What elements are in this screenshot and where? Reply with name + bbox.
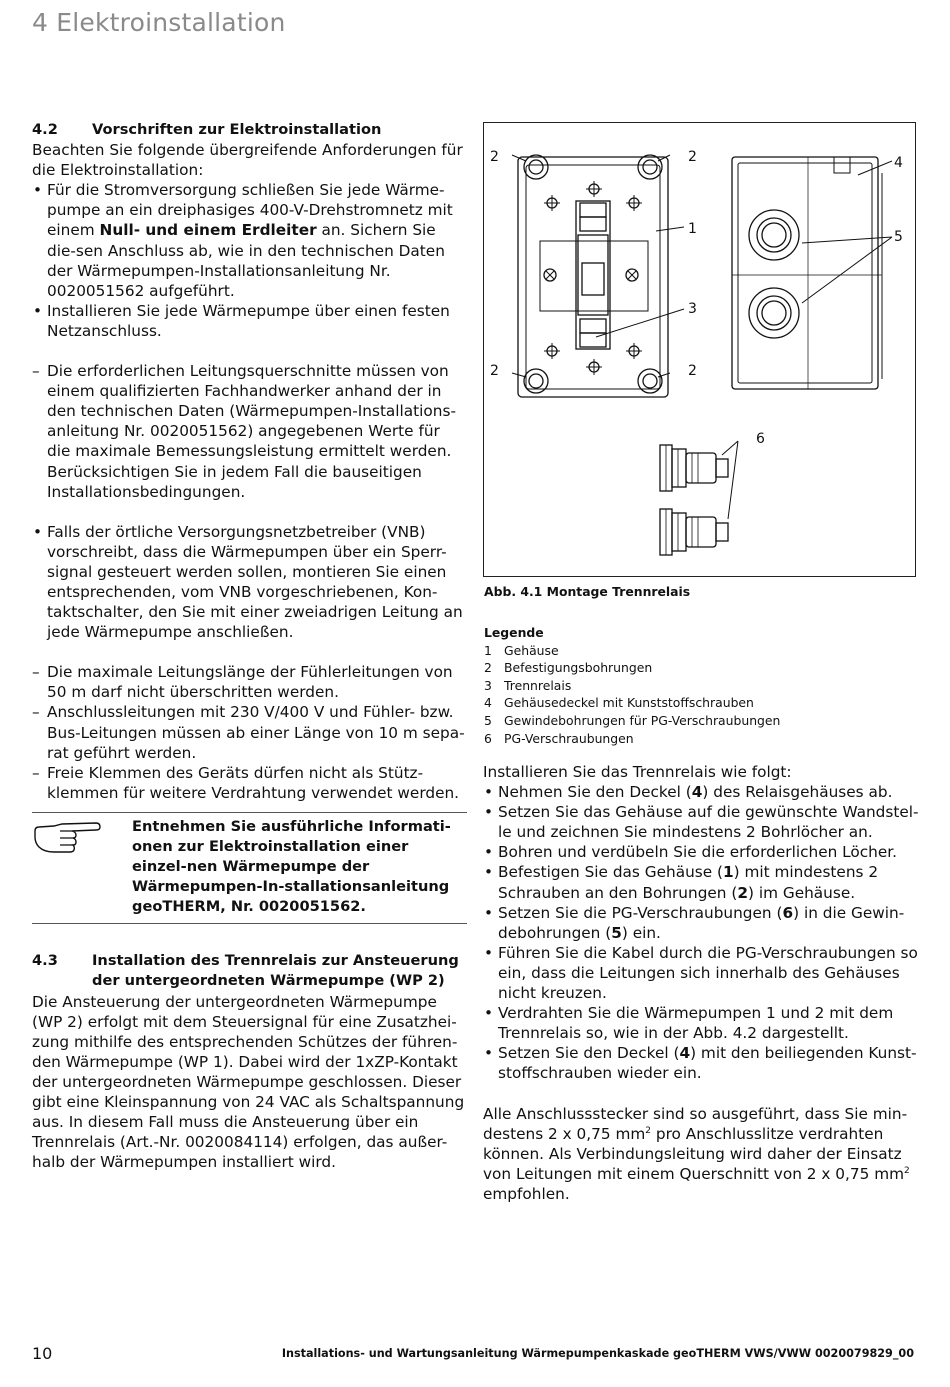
figure-label-6: 6 [756,431,765,447]
legend-item: 2 Befestigungsbohrungen [484,660,653,676]
figure-label-3: 3 [688,301,697,317]
legend-item: 3 Trennrelais [484,677,572,693]
section-title: Installation des Trennrelais zur Ansteuerung der untergeordneten Wärmepumpe (WP 2) [92,952,459,990]
section-4-2-heading [32,120,467,140]
requirements-list [32,180,467,341]
steps-list [483,782,923,1083]
list-item: – Freie Klemmen des Geräts dürfen nicht als Stütz-klemmen für weitere Verdrahtung verwendet werden. [32,763,467,803]
relay-drawing [484,123,915,576]
legend-item: 1 Gehäuse [484,642,559,658]
figure-label-1: 1 [688,221,697,237]
note-box [32,812,467,924]
legend-item: 5 Gewindebohrungen für PG-Verschraubungen [484,712,781,728]
legend-item: 4 Gehäusedeckel mit Kunststoffschrauben [484,695,754,711]
figure-label-2: 2 [688,363,697,379]
figure-label-2: 2 [490,149,499,165]
legend-heading: Legende [484,625,544,640]
figure-label-2: 2 [688,149,697,165]
section-4-3-heading [32,951,467,991]
list-item: • Nehmen Sie den Deckel (4) des Relaisgehäuses ab. [483,782,923,802]
list-item: • Setzen Sie den Deckel (4) mit den beiliegenden Kunst-stoffschrauben wieder ein. [483,1043,923,1083]
pointing-hand-icon [32,817,132,917]
legend [484,624,780,747]
list-item: – Anschlussleitungen mit 230 V/400 V und Fühler- bzw. Bus-Leitungen müssen ab einer Länge von 10 m sepa-rat geführt werden. [32,702,467,762]
figure-relay-mounting [483,122,916,577]
note-text: Entnehmen Sie ausführliche Informati-onen zur Elektroinstallation einer einzel-nen Wärmepumpe der Wärmepumpen-In-stallationsanleitung geoTHERM, Nr. 0020051562. [132,817,451,916]
footer-title: Installations- und Wartungsanleitung Wärmepumpenkaskade geoTHERM VWS/VWW 0020079829_00 [281,1347,914,1360]
list-item: • Bohren und verdübeln Sie die erforderlichen Löcher. [483,842,923,862]
section-number: 4.2 [32,121,58,138]
list-item: • Für die Stromversorgung schließen Sie jede Wärme-pumpe an ein dreiphasiges 400-V-Drehstromnetz mit einem Null- und einem Erdleiter an. Sichern Sie die-sen Anschluss ab, wie in den technischen Daten der Wärmepumpen-Installationsanleitung Nr. 0020051562 aufgeführt. [32,180,467,301]
connector-note: Alle Anschlussstecker sind so ausgeführt, dass Sie min-destens 2 x 0,75 $mm^2$ pro Anschlusslitze verdrahten können. Als Verbindungsleitung wird daher der Einsatz von Leitungen mit einem Querschnitt von 2 x 0,75 $mm^2$ empfohlen. [483,1104,910,1203]
requirements-list-2 [32,522,467,643]
list-item: • Falls der örtliche Versorgungsnetzbetreiber (VNB) vorschreibt, dass die Wärmepumpen über ein Sperr-signal gesteuert werden sollen, montieren Sie einen entsprechenden, vom VNB vorgeschriebenen, Kon-taktschalter, den Sie mit einer zweiadrigen Leitung an jede Wärmepumpe anschließen. [32,522,467,643]
section-4-3-body: Die Ansteuerung der untergeordneten Wärmepumpe (WP 2) erfolgt mit dem Steuersignal für eine Zusatzhei-zung mithilfe des entsprechenden Schützes der führen-den Wärmepumpe (WP 1). Dabei wird der 1xZP-Kontakt der untergeordneten Wärmepumpe geschlossen. Dieser gibt eine Kleinspannung von 24 VAC als Schaltspannung aus. In diesem Fall muss die Ansteuerung über ein Trennrelais (Art.-Nr. 0020084114) erfolgen, das außer-halb der Wärmepumpen installiert wird. [32,992,465,1172]
list-item: • Installieren Sie jede Wärmepumpe über einen festen Netzanschluss. [32,301,467,341]
list-item: • Führen Sie die Kabel durch die PG-Verschraubungen so ein, dass die Leitungen sich innerhalb des Gehäuses nicht kreuzen. [483,943,923,1003]
figure-label-5: 5 [894,229,903,245]
figure-label-4: 4 [894,155,903,171]
figure-label-2: 2 [490,363,499,379]
chapter-header: 4 Elektroinstallation [32,8,286,37]
emphasis: Null- und einem Erdleiter [99,221,317,240]
intro-paragraph: Beachten Sie folgende übergreifende Anforderungen für die Elektroinstallation: [32,141,463,180]
legend-item: 6 PG-Verschraubungen [484,730,634,746]
list-item: • Verdrahten Sie die Wärmepumpen 1 und 2 mit dem Trennrelais so, wie in der Abb. 4.2 dargestellt. [483,1003,923,1043]
list-item: • Befestigen Sie das Gehäuse (1) mit mindestens 2 Schrauben an den Bohrungen (2) im Gehäuse. [483,862,923,902]
section-number: 4.3 [32,952,58,970]
steps-intro: Installieren Sie das Trennrelais wie folgt: [483,763,792,781]
dash-list [32,361,467,502]
list-item: • Setzen Sie die PG-Verschraubungen (6) in die Gewin-debohrungen (5) ein. [483,903,923,943]
list-item: – Die erforderlichen Leitungsquerschnitte müssen von einem qualifizierten Fachhandwerker anhand der in den technischen Daten (Wärmepumpen-Installations-anleitung Nr. 0020051562) angegebenen Werte für die maximale Bemessungsleistung ermittelt werden. Berücksichtigen Sie in jedem Fall die bauseitigen Installationsbedingungen. [32,361,467,502]
dash-list-2 [32,662,467,803]
list-item: • Setzen Sie das Gehäuse auf die gewünschte Wandstel-le und zeichnen Sie mindestens 2 Bohrlöcher an. [483,802,923,842]
page-number: 10 [32,1344,53,1363]
section-title: Vorschriften zur Elektroinstallation [92,121,382,138]
list-item: – Die maximale Leitungslänge der Fühlerleitungen von 50 m darf nicht überschritten werden. [32,662,467,702]
figure-caption: Abb. 4.1 Montage Trennrelais [484,584,691,599]
left-column [32,120,467,1172]
installation-steps [483,762,923,1204]
